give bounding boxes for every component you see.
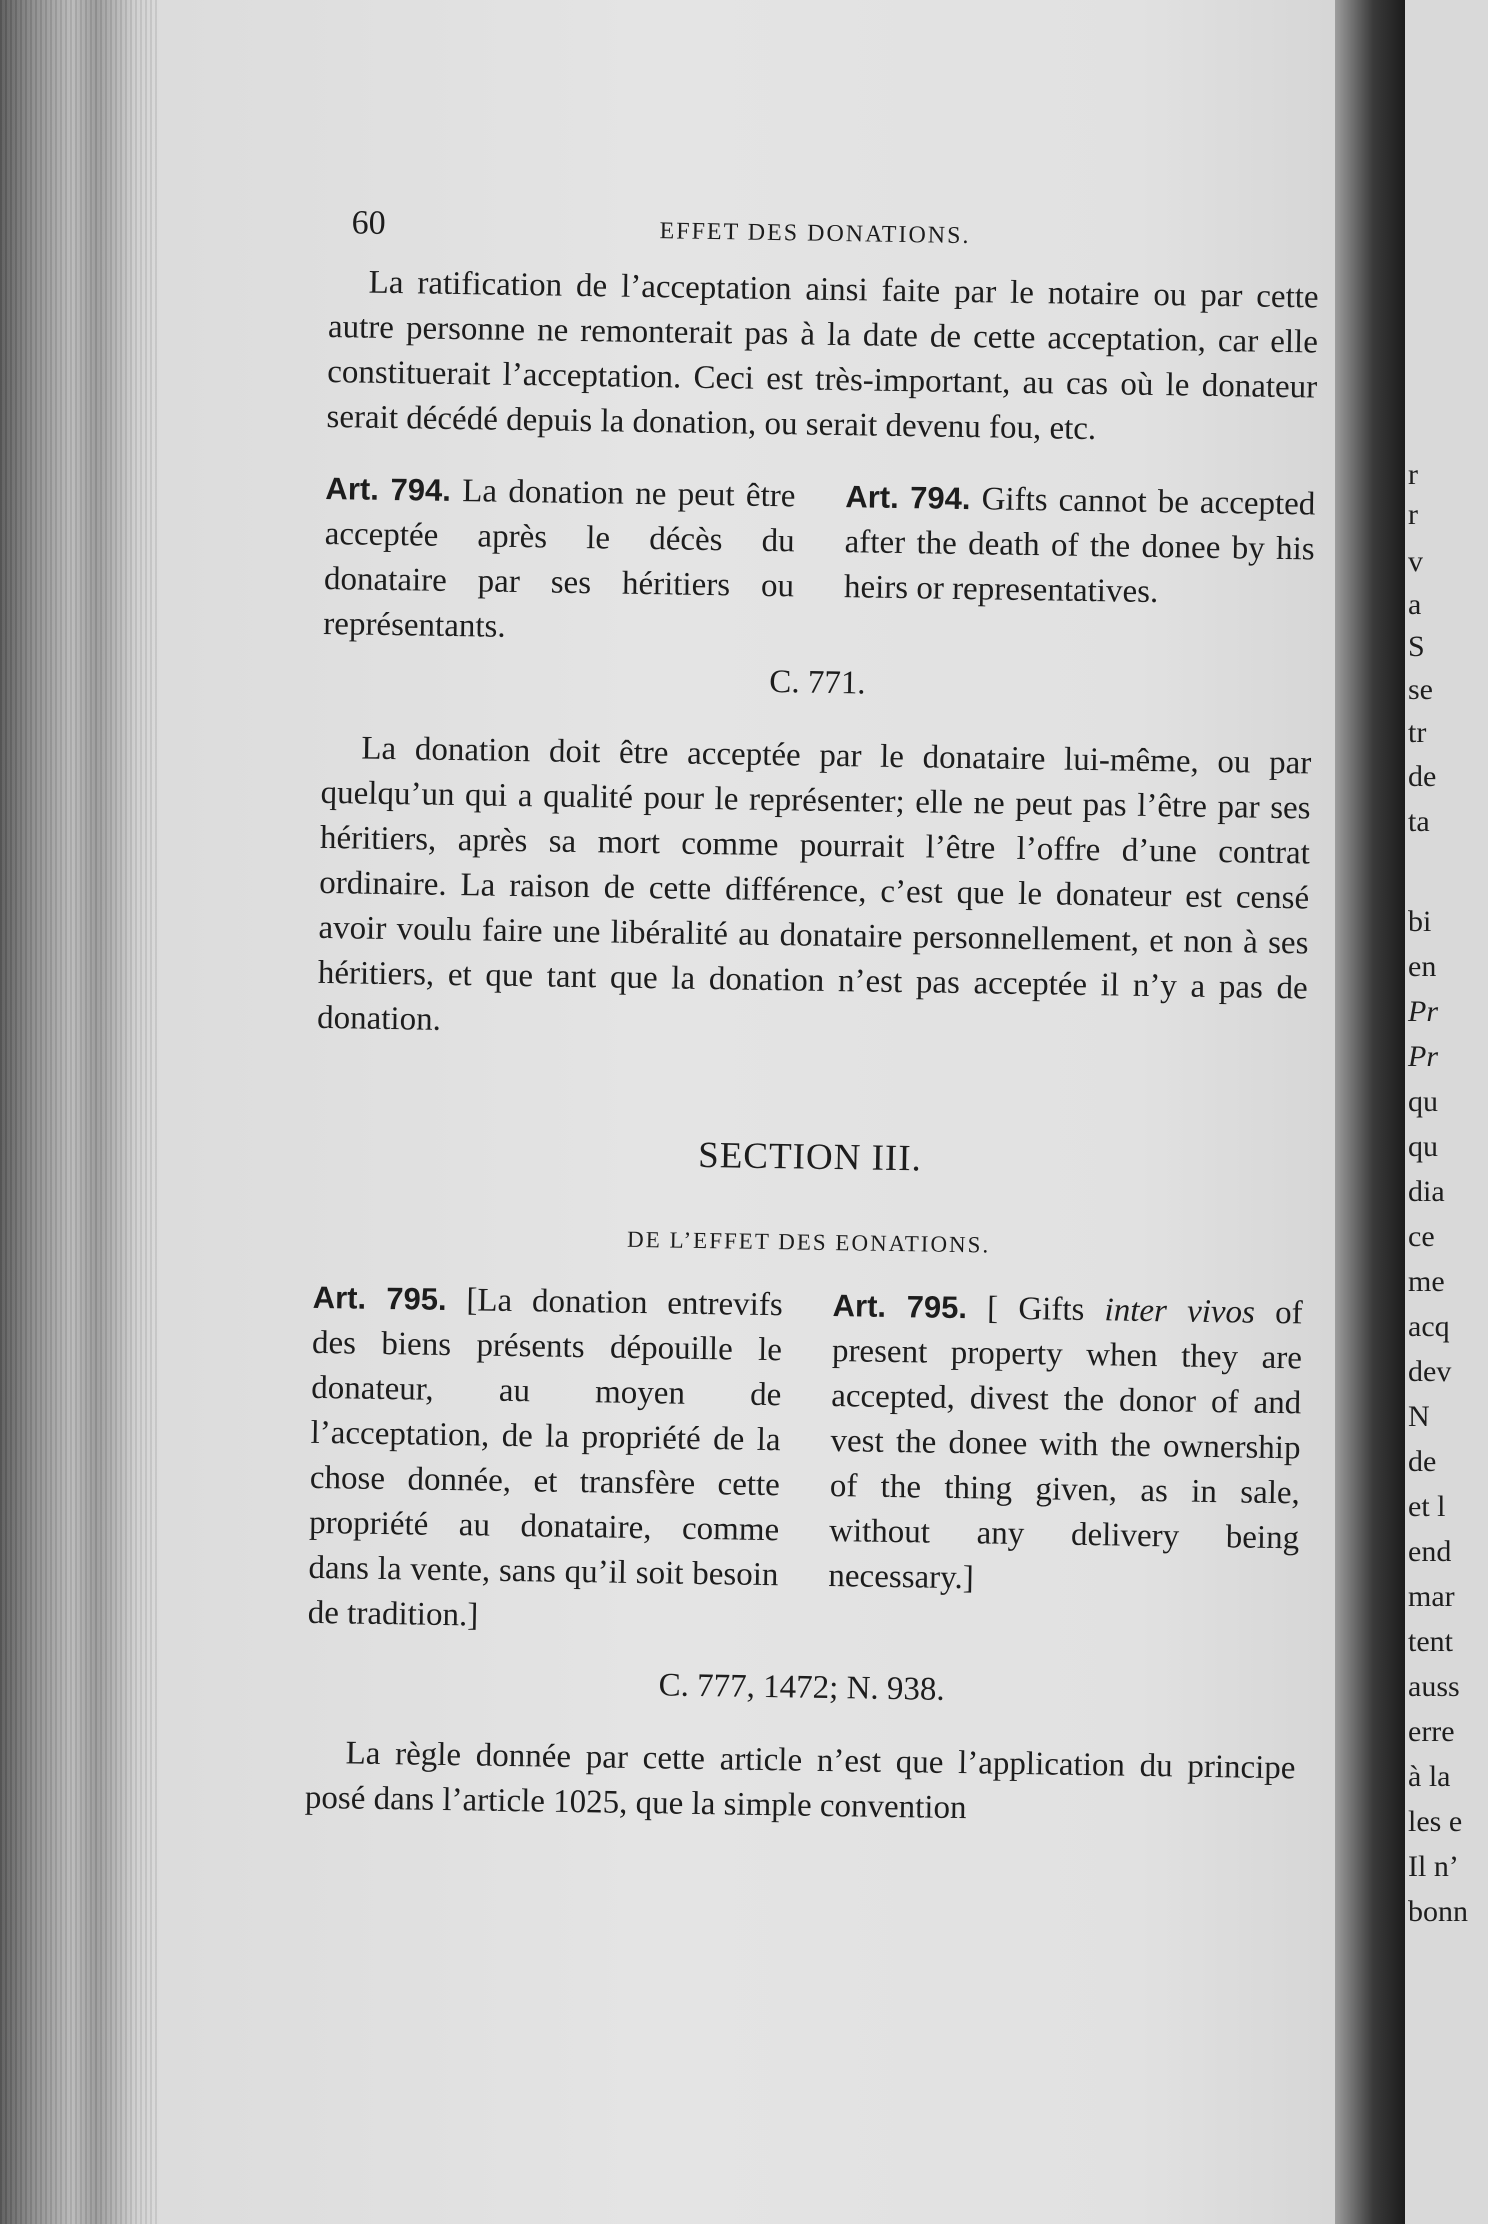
article-795-english [827, 1283, 1303, 1651]
facing-page-fragment: mar [1408, 1580, 1455, 1613]
facing-page-fragment: dia [1408, 1175, 1445, 1208]
running-head: EFFET DES DONATIONS. [659, 218, 971, 250]
article-label: Art. 795. [832, 1288, 968, 1326]
facing-page-fragment: dev [1408, 1355, 1452, 1388]
book-spine-edge [0, 0, 160, 2224]
facing-page-fragment: r [1408, 498, 1418, 531]
facing-page-fragment: tent [1408, 1625, 1453, 1658]
intro-paragraph: La ratification de l’acceptation ainsi faite par le notaire ou par cette autre personne ne remonterait pas à la date de cette acceptation, car elle constituerait l’acceptation. Ceci est très-important, au cas où le donateur serait décédé depuis la donation, ou serait devenu fou, etc. [326, 264, 1319, 448]
facing-page-fragment: bonn [1408, 1895, 1468, 1928]
article-text: of present property when they are accepted, divest the donor of and vest the donee with the ownership of the thing given, as in sale, without any delivery being necessary.] [828, 1294, 1303, 1597]
article-795-citation: C. 777, 1472; N. 938. [658, 1667, 945, 1708]
page-gutter-shadow [1335, 0, 1405, 2224]
facing-page-fragment: et l [1408, 1490, 1446, 1523]
facing-page-fragment: tr [1408, 716, 1427, 749]
facing-page-fragment: me [1408, 1265, 1445, 1298]
article-label: Art. 794. [845, 479, 971, 517]
article-label: Art. 795. [312, 1279, 447, 1317]
article-text: [La donation entrevifs des biens présents dépouille le donateur, au moyen de l’acceptation, de la propriété de la chose donnée, et transfère cette propriété au donataire, comme dans la vente, sans qu’il soit besoin de tradition.] [307, 1282, 783, 1634]
article-794-english [843, 474, 1316, 662]
article-795 [307, 1275, 1303, 1652]
article-794-french [323, 466, 796, 654]
page-number: 60 [351, 204, 386, 242]
section-subtitle: DE L’EFFET DES EONATIONS. [626, 1226, 991, 1258]
facing-page-fragment: de [1408, 760, 1437, 793]
article-794-citation: C. 771. [769, 663, 866, 702]
facing-page-fragment: qu [1408, 1130, 1438, 1163]
commentary-paragraph: La donation doit être acceptée par le donataire lui-même, ou par quelqu’un qui a qualité pour le représenter; elle ne peut pas l’être par ses héritiers, après sa mort comme pourrait l’être l’offre d’une contrat ordinaire. La raison de cette différence, c’est que le donateur est censé avoir voulu faire une libéralité au donataire personnellement, et non à ses héritiers, et que tant que la donation n’est pas acceptée il n’y a pas de donation. [316, 730, 1312, 1038]
article-text: La donation ne peut être acceptée après le décès du donataire par ses héritiers ou représentants. [323, 473, 796, 645]
facing-page-fragment: erre [1408, 1715, 1455, 1748]
article-text: [ Gifts [986, 1290, 1105, 1329]
facing-page-fragment: N [1408, 1400, 1430, 1433]
facing-page-fragment: auss [1408, 1670, 1460, 1703]
facing-page-fragment: a [1408, 588, 1422, 621]
facing-page-fragment: acq [1408, 1310, 1450, 1343]
facing-page-fragment: S [1408, 630, 1425, 663]
article-text: Gifts cannot be accepted after the death of the donee by his heirs or representatives. [843, 481, 1316, 611]
facing-page-fragment: Il n’ [1408, 1850, 1459, 1883]
section-title: SECTION III. [697, 1134, 923, 1180]
facing-page-fragment: v [1408, 545, 1423, 578]
facing-page-fragment: r [1408, 458, 1418, 491]
facing-page-fragment: end [1408, 1535, 1452, 1568]
facing-page-fragment: qu [1408, 1085, 1438, 1118]
article-label: Art. 794. [325, 470, 452, 508]
facing-page-fragment: Pr [1408, 995, 1438, 1028]
facing-page-fragment: bi [1408, 905, 1432, 938]
facing-page-edge [1405, 0, 1488, 2224]
article-text-italic: inter vivos [1104, 1292, 1256, 1331]
facing-page-fragment: en [1408, 950, 1437, 983]
facing-page-fragment: les e [1408, 1805, 1463, 1838]
page-content [305, 200, 1320, 1836]
facing-page-fragment: ce [1408, 1220, 1435, 1253]
facing-page-fragment: se [1408, 673, 1433, 706]
closing-paragraph: La règle donnée par cette article n’est que l’application du principe posé dans l’article 1025, que la simple convention [304, 1735, 1296, 1827]
facing-page-fragment: ta [1408, 805, 1430, 838]
facing-page-fragment: de [1408, 1445, 1437, 1478]
article-794 [323, 466, 1316, 663]
facing-page-fragment: Pr [1408, 1040, 1438, 1073]
facing-page-fragment: à la [1408, 1760, 1451, 1793]
article-795-french [307, 1275, 783, 1643]
